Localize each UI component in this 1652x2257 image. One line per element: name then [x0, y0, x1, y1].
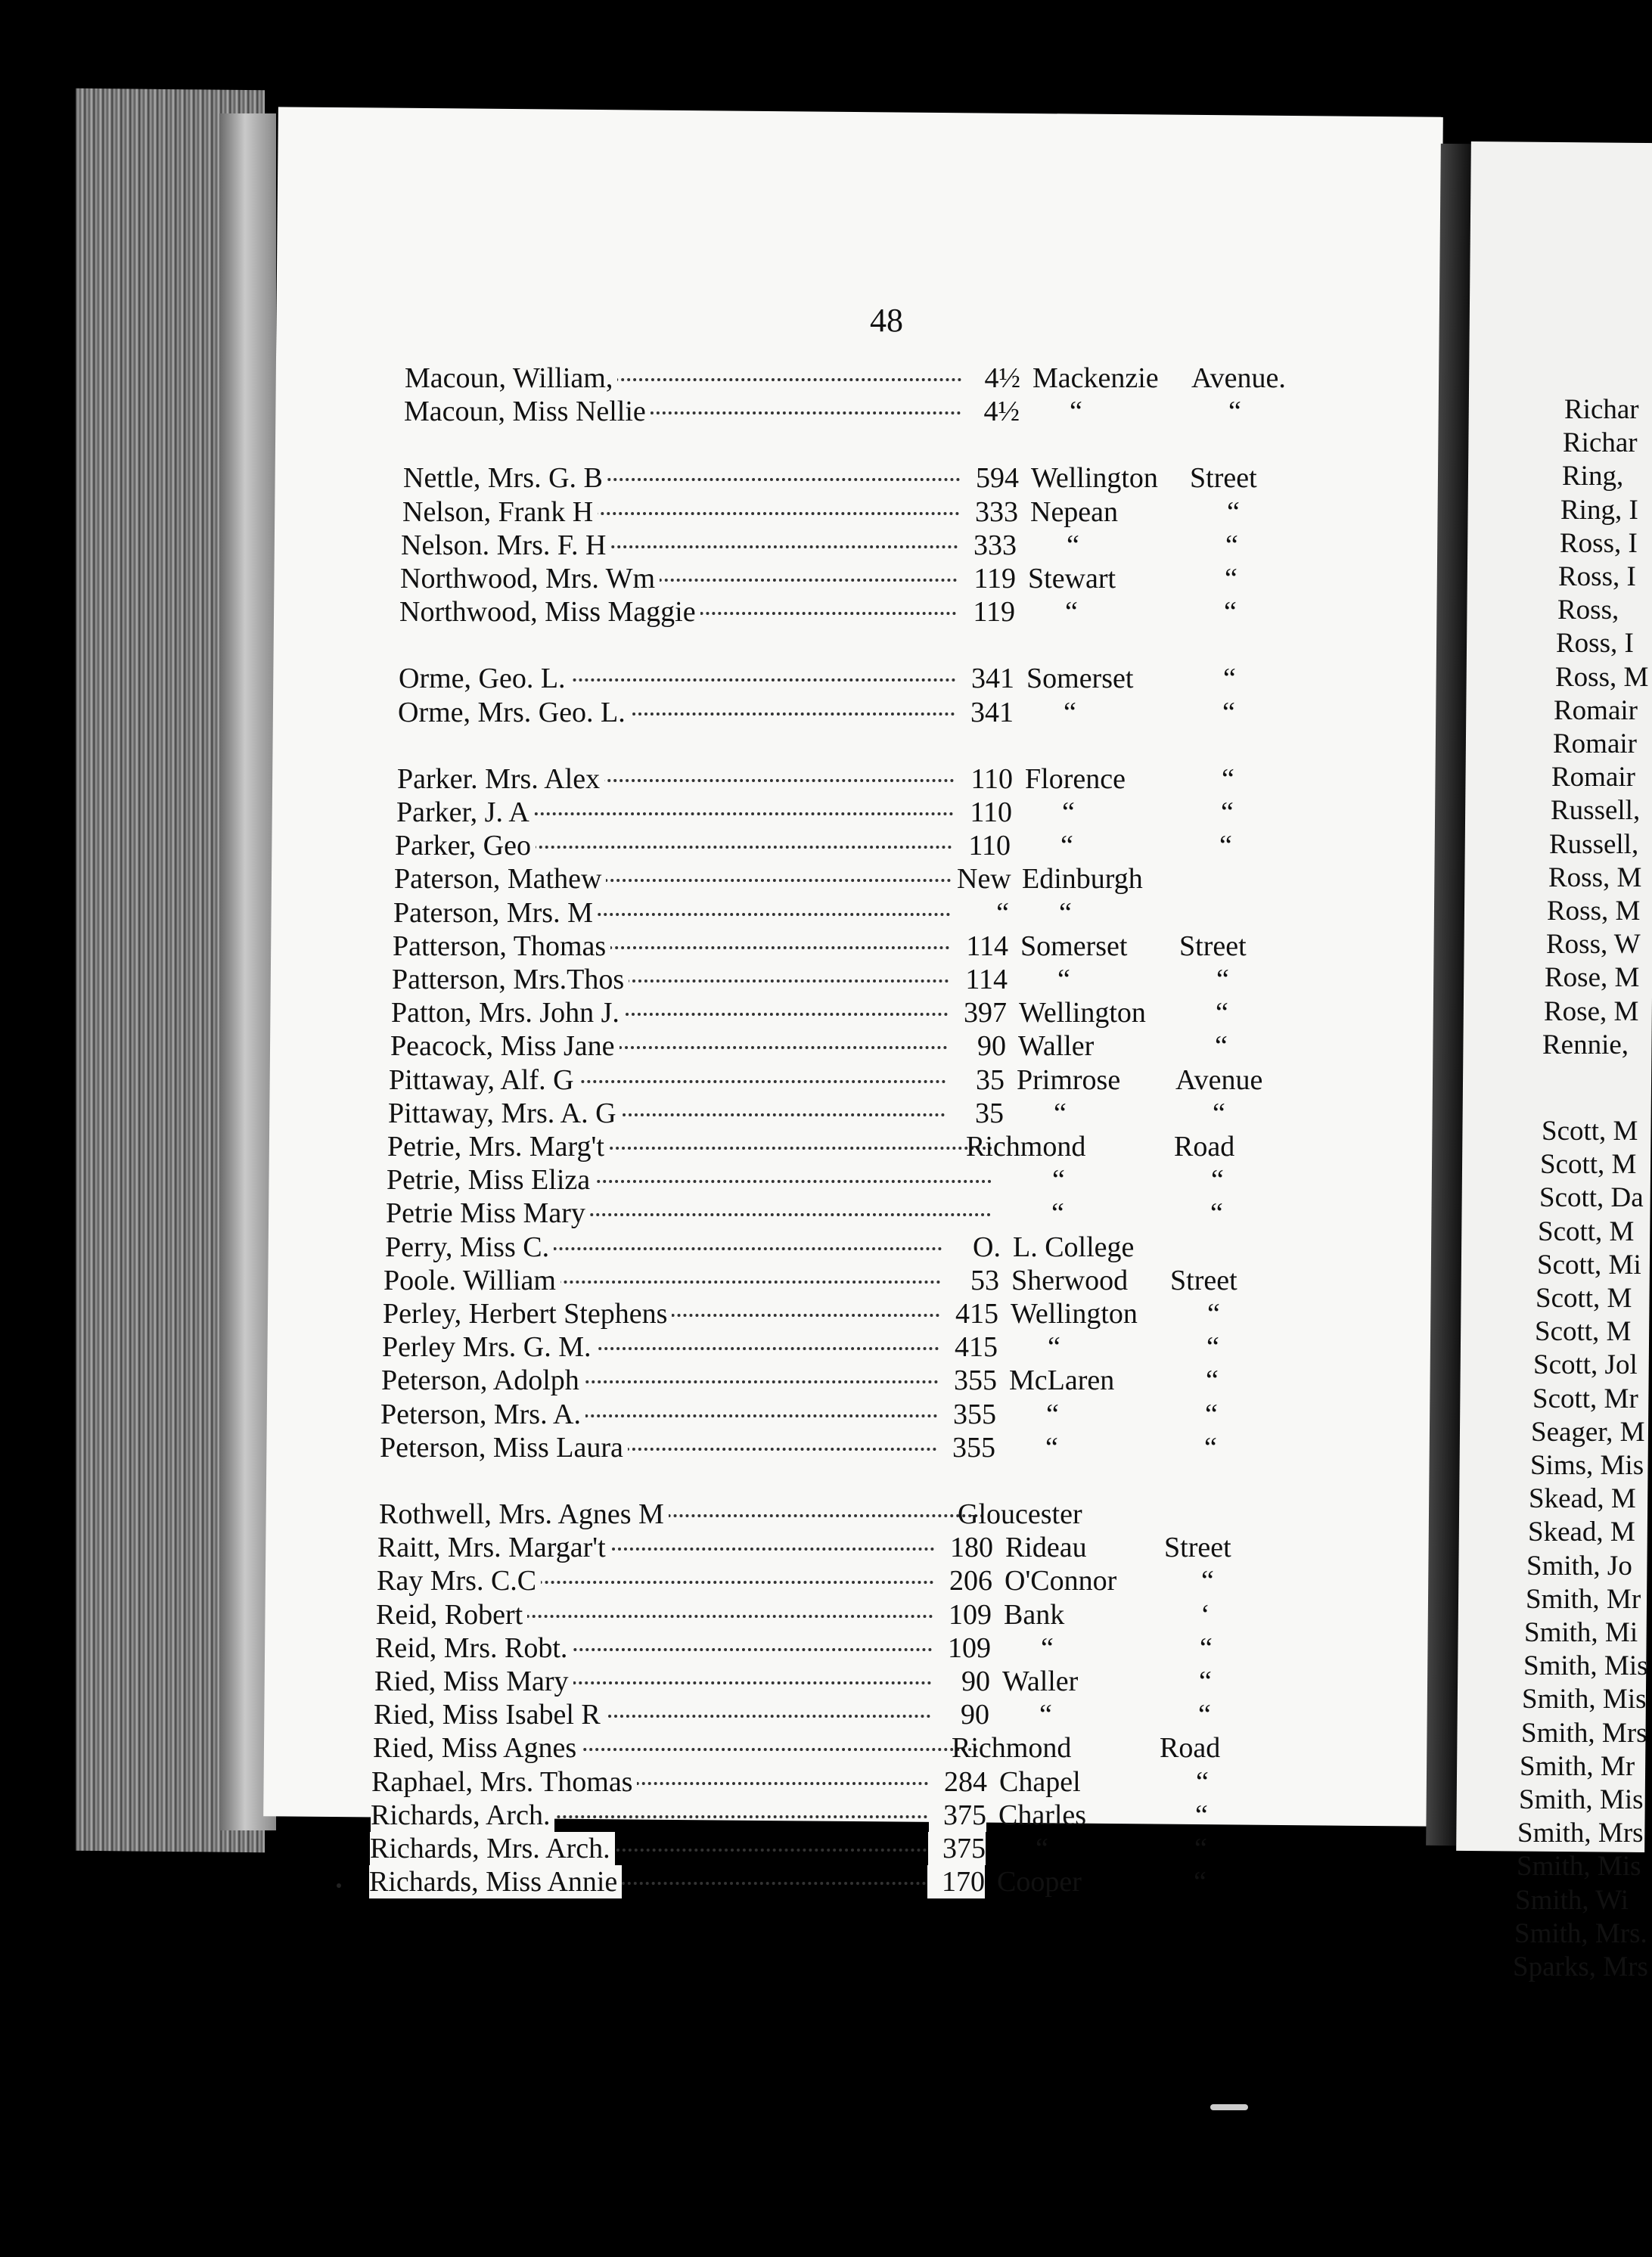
- right-page-entry: Skead, M: [1528, 1517, 1635, 1548]
- entry-name: Macoun, Miss Nellie: [404, 395, 651, 428]
- entry-name: Raitt, Mrs. Margar't: [377, 1531, 610, 1564]
- right-page-entry: Smith, Mrs.: [1514, 1917, 1647, 1949]
- street-suffix: “: [1222, 762, 1234, 795]
- house-number: 110: [955, 796, 1012, 829]
- directory-entry: [376, 1598, 1268, 1633]
- street-suffix: “: [1204, 1431, 1217, 1464]
- street-name: “: [1048, 1331, 1060, 1364]
- street-name: “: [1062, 796, 1075, 828]
- right-page-entry: Ross, I: [1560, 527, 1638, 559]
- directory-entry: [400, 562, 1293, 597]
- directory-entry: [388, 1097, 1281, 1132]
- directory-entry: [382, 1330, 1275, 1365]
- right-page-entry: Scott, M: [1542, 1116, 1638, 1147]
- right-page-entry: Sparks, Mrs: [1513, 1951, 1648, 1982]
- street-name: Nepean: [1030, 495, 1119, 528]
- right-page-entry: Smith, Mis: [1523, 1650, 1648, 1682]
- house-number: 180: [936, 1531, 993, 1564]
- street-suffix: “: [1225, 529, 1238, 561]
- street-name: Waller: [1018, 1030, 1095, 1063]
- directory-entry: [399, 662, 1291, 697]
- street-name: Rideau: [1005, 1532, 1087, 1564]
- entry-name: Orme, Mrs. Geo. L.: [398, 696, 630, 729]
- directory-entry: [404, 395, 1296, 430]
- house-number: 206: [935, 1564, 992, 1597]
- directory-entry: [387, 1163, 1279, 1198]
- house-number: 119: [958, 595, 1015, 629]
- entry-name: Petrie, Mrs. Marg't: [387, 1130, 609, 1163]
- right-page-entry: Scott, Da: [1539, 1182, 1644, 1214]
- entry-name: Perry, Miss C.: [385, 1231, 554, 1264]
- right-page-entry: Scott, Jol: [1533, 1349, 1638, 1381]
- directory-entry: [374, 1665, 1267, 1700]
- right-page-entry: Smith, Mrs: [1521, 1717, 1647, 1749]
- directory-entry: [371, 1765, 1264, 1800]
- street-name: Edinburgh: [1022, 863, 1143, 896]
- directory-entry: [374, 1698, 1266, 1733]
- entry-name: Reid, Mrs. Robt.: [375, 1631, 572, 1665]
- right-page-entry: Sims, Mis: [1530, 1450, 1644, 1481]
- street-name: Mackenzie: [1032, 362, 1159, 394]
- street-name: “: [1045, 1431, 1058, 1464]
- street-name: “: [1039, 1699, 1052, 1731]
- house-number: 35: [946, 1097, 1004, 1130]
- right-page-entry: Ring,: [1562, 461, 1624, 492]
- street-name: “: [1065, 596, 1078, 629]
- street-name: Wellington: [1031, 462, 1158, 495]
- directory-entry: [380, 1431, 1272, 1466]
- entry-name: Richards, Arch.: [371, 1799, 554, 1832]
- right-page-entry: Smith, Wi: [1515, 1884, 1629, 1916]
- entry-name: Poole. William: [384, 1264, 560, 1297]
- street-name: “: [1052, 1164, 1065, 1197]
- entry-name: Ried, Miss Isabel R: [374, 1698, 605, 1731]
- entry-name: Patterson, Thomas: [393, 930, 610, 963]
- house-number: 333: [959, 529, 1017, 562]
- street-name: Waller: [1002, 1666, 1079, 1697]
- entry-name: Pittaway, Alf. G: [389, 1063, 579, 1097]
- right-page-entry: Smith, Mis: [1522, 1684, 1647, 1715]
- entry-name: Ray Mrs. C.C: [377, 1564, 541, 1597]
- street-name: Wellington: [1019, 997, 1146, 1029]
- street-suffix: Avenue: [1175, 1063, 1263, 1096]
- house-number: 333: [961, 495, 1018, 529]
- right-page-entry: Smith, Mi: [1524, 1617, 1638, 1648]
- right-page-entry: Ring, I: [1560, 494, 1638, 526]
- directory-entry: [392, 963, 1284, 998]
- entry-name: Nelson. Mrs. F. H: [401, 529, 610, 562]
- entry-name: Peacock, Miss Jane: [390, 1029, 620, 1063]
- street-suffix: “: [1201, 1565, 1214, 1597]
- entry-name: Peterson, Mrs. A.: [380, 1398, 585, 1431]
- street-suffix: Street: [1190, 462, 1257, 495]
- scan-speck: [1210, 2104, 1248, 2110]
- street-name: “: [1059, 896, 1072, 929]
- directory-entry: [373, 1731, 1265, 1766]
- right-page-entry: Russell,: [1549, 828, 1639, 860]
- street-suffix: “: [1221, 796, 1234, 828]
- directory-entry: [394, 862, 1287, 897]
- right-page-entry: Russell,: [1551, 795, 1641, 827]
- right-page-entry: Rose, M: [1545, 962, 1640, 994]
- right-page-entry: Ross, I: [1556, 628, 1634, 660]
- directory-entry: [369, 1865, 1262, 1900]
- right-page-entry: Rose, M: [1544, 995, 1639, 1027]
- street-suffix: “: [1215, 1030, 1228, 1063]
- directory-entry: [389, 1063, 1281, 1098]
- house-number: 114: [951, 930, 1008, 963]
- directory-entry: [377, 1564, 1269, 1599]
- house-number: 110: [955, 762, 1013, 796]
- street-name: Chapel: [999, 1765, 1081, 1798]
- directory-entry: [377, 1531, 1270, 1566]
- house-number: 110: [953, 829, 1011, 862]
- directory-entry: [402, 495, 1295, 530]
- entry-name: Perley, Herbert Stephens: [383, 1297, 672, 1330]
- directory-entry: [403, 461, 1296, 496]
- street-suffix: “: [1213, 1097, 1225, 1129]
- right-page-entry: Ross,: [1557, 595, 1619, 626]
- street-name: Somerset: [1026, 663, 1134, 695]
- house-number: 397: [949, 996, 1007, 1029]
- entry-name: Patton, Mrs. John J.: [391, 996, 624, 1029]
- street-name: Florence: [1025, 762, 1126, 795]
- house-number: New: [952, 862, 1010, 896]
- right-page-entry: Smith, Mr: [1526, 1583, 1641, 1615]
- directory-entry: [385, 1231, 1278, 1265]
- street-suffix: Street: [1170, 1264, 1237, 1296]
- house-number: 415: [941, 1297, 998, 1330]
- page-number: 48: [870, 302, 903, 339]
- right-page-entry: Scott, M: [1538, 1215, 1635, 1247]
- entry-name: Parker, Geo: [395, 829, 536, 862]
- street-name: Richmond: [966, 1131, 1086, 1163]
- street-name: “: [1060, 830, 1073, 862]
- street-name: Wellington: [1011, 1298, 1138, 1330]
- street-suffix: Street: [1164, 1532, 1231, 1564]
- right-page-entry: Romair: [1553, 728, 1637, 759]
- entry-name: Ried, Miss Mary: [374, 1665, 573, 1698]
- directory-entry: [401, 529, 1293, 563]
- entry-name: Nelson, Frank H: [402, 495, 598, 529]
- house-number: 109: [933, 1631, 991, 1665]
- right-page-entry: Smith, Mis: [1519, 1784, 1644, 1815]
- street-suffix: Road: [1174, 1131, 1235, 1163]
- right-page-entry: Romair: [1554, 694, 1638, 726]
- house-number: O.: [943, 1231, 1001, 1264]
- entry-name: Rothwell, Mrs. Agnes M: [379, 1498, 669, 1531]
- street-suffix: Avenue.: [1191, 362, 1286, 394]
- directory-entry: [397, 762, 1290, 797]
- street-suffix: “: [1194, 1866, 1206, 1898]
- street-suffix: “: [1225, 563, 1237, 595]
- street-name: Gloucester: [958, 1498, 1082, 1530]
- street-name: “: [1064, 696, 1076, 728]
- right-page-entry: Smith, Jo: [1526, 1550, 1632, 1582]
- house-number: 415: [940, 1330, 998, 1364]
- entry-name: Peterson, Miss Laura: [380, 1431, 628, 1464]
- directory-entry: [393, 930, 1285, 964]
- directory-entry: [370, 1832, 1262, 1867]
- directory-entry: [383, 1297, 1275, 1332]
- right-page-entry: Richar: [1563, 427, 1638, 459]
- house-number: 375: [928, 1832, 986, 1865]
- directory-entry: [387, 1130, 1280, 1165]
- street-name: Bank: [1004, 1598, 1065, 1631]
- street-suffix: “: [1219, 830, 1232, 862]
- house-number: 90: [933, 1665, 990, 1698]
- street-suffix: “: [1224, 596, 1237, 629]
- right-page-entry: Scott, M: [1535, 1316, 1632, 1348]
- entry-name: Macoun, William,: [405, 362, 617, 395]
- directory-entry: [396, 796, 1289, 830]
- right-page-entry: Scott, M: [1536, 1283, 1632, 1314]
- right-page-entry: Scott, M: [1540, 1149, 1637, 1181]
- street-suffix: “: [1216, 997, 1228, 1029]
- directory-entry: [380, 1398, 1273, 1433]
- street-name: “: [1070, 396, 1082, 428]
- street-suffix: “: [1198, 1699, 1211, 1731]
- right-page-entry: Smith, Mrs: [1517, 1818, 1644, 1849]
- street-name: Charles: [998, 1799, 1087, 1831]
- house-number: 341: [956, 696, 1014, 729]
- entry-name: Pittaway, Mrs. A. G: [388, 1097, 621, 1130]
- right-page-entry: Seager, M: [1531, 1416, 1645, 1448]
- house-number: 594: [961, 461, 1019, 495]
- street-suffix: “: [1227, 495, 1240, 528]
- right-page-entry: Rennie,: [1542, 1029, 1629, 1060]
- right-page-entry: Smith, Mis: [1517, 1851, 1641, 1883]
- directory-entry: [405, 362, 1297, 396]
- house-number: 341: [957, 662, 1014, 695]
- house-number: 35: [947, 1063, 1005, 1097]
- entry-name: Northwood, Mrs. Wm: [400, 562, 660, 595]
- street-name: Sherwood: [1011, 1264, 1129, 1296]
- street-name: “: [1054, 1097, 1067, 1129]
- entry-name: Ried, Miss Agnes: [373, 1731, 581, 1765]
- entry-name: Richards, Miss Annie: [369, 1865, 622, 1898]
- right-page-entry: Smith, Mr: [1520, 1750, 1635, 1782]
- directory-entry: [379, 1498, 1272, 1532]
- street-suffix: ‘: [1200, 1598, 1210, 1631]
- house-number: 355: [938, 1431, 995, 1464]
- street-name: “: [1036, 1833, 1048, 1864]
- entry-name: Peterson, Adolph: [381, 1364, 584, 1397]
- house-number: 284: [930, 1765, 987, 1799]
- street-suffix: “: [1196, 1765, 1209, 1798]
- house-number: 90: [932, 1698, 989, 1731]
- directory-entry: [371, 1799, 1263, 1833]
- house-number: 109: [934, 1598, 992, 1631]
- entry-name: Orme, Geo. L.: [399, 662, 570, 695]
- street-suffix: Street: [1179, 930, 1247, 962]
- street-suffix: “: [1199, 1666, 1212, 1697]
- street-name: Stewart: [1028, 563, 1116, 595]
- street-suffix: Road: [1160, 1732, 1221, 1765]
- entry-name: Petrie Miss Mary: [386, 1197, 590, 1230]
- right-page-entry: Skead, M: [1529, 1483, 1636, 1515]
- street-name: Primrose: [1017, 1063, 1121, 1096]
- street-suffix: “: [1207, 1298, 1220, 1330]
- right-page-entry: Ross, M: [1555, 661, 1649, 693]
- directory-entry: [384, 1264, 1276, 1299]
- street-suffix: “: [1211, 1164, 1224, 1197]
- right-page-entry: Ross, W: [1546, 929, 1641, 961]
- street-suffix: “: [1223, 663, 1236, 695]
- directory-entry: [375, 1631, 1268, 1666]
- directory-entry: [398, 696, 1290, 731]
- street-name: “: [1041, 1631, 1054, 1664]
- street-name: Somerset: [1020, 930, 1128, 962]
- street-name: “: [1057, 964, 1070, 995]
- directory-entry: [399, 595, 1292, 630]
- directory-entry: [395, 829, 1287, 864]
- street-name: “: [1051, 1197, 1064, 1230]
- right-page-entry: Scott, Mr: [1532, 1383, 1638, 1414]
- street-name: L. College: [1013, 1231, 1135, 1263]
- right-page-entry: Scott, Mi: [1537, 1249, 1641, 1281]
- scan-speck: [337, 1883, 341, 1888]
- house-number: 4½: [962, 395, 1020, 428]
- directory-entry: [386, 1197, 1278, 1231]
- directory-entry: [381, 1364, 1274, 1399]
- entry-name: Petrie, Miss Eliza: [387, 1163, 595, 1197]
- house-number: 355: [939, 1398, 996, 1431]
- street-suffix: “: [1206, 1364, 1219, 1397]
- house-number: 170: [927, 1865, 985, 1898]
- street-suffix: “: [1216, 964, 1229, 995]
- house-number: 114: [950, 963, 1008, 996]
- right-page-entry: Ross, M: [1548, 862, 1642, 893]
- entry-name: Perley Mrs. G. M.: [382, 1330, 596, 1364]
- house-number: “: [952, 896, 1009, 930]
- street-name: Cooper: [997, 1866, 1082, 1898]
- street-suffix: “: [1206, 1331, 1219, 1364]
- entry-name: Paterson, Mathew: [394, 862, 606, 896]
- right-page-entry: Richar: [1564, 394, 1639, 425]
- house-number: 53: [942, 1264, 999, 1297]
- directory-entry: [390, 1029, 1283, 1064]
- street-name: McLaren: [1009, 1364, 1115, 1397]
- right-page-entry: Romair: [1551, 762, 1635, 793]
- street-name: “: [1046, 1398, 1059, 1430]
- house-number: 355: [939, 1364, 997, 1397]
- street-suffix: “: [1228, 396, 1241, 428]
- entry-name: Richards, Mrs. Arch.: [370, 1832, 615, 1865]
- entry-name: Parker. Mrs. Alex: [397, 762, 604, 796]
- entry-name: Patterson, Mrs.Thos: [392, 963, 629, 996]
- right-page-entry: Ross, M: [1547, 896, 1641, 927]
- entry-name: Raphael, Mrs. Thomas: [371, 1765, 637, 1799]
- entry-name: Nettle, Mrs. G. B: [403, 461, 607, 495]
- street-suffix: “: [1205, 1398, 1218, 1430]
- street-suffix: “: [1200, 1631, 1213, 1664]
- right-page-entry: Ross, I: [1558, 561, 1636, 592]
- street-suffix: “: [1222, 696, 1235, 728]
- entry-name: Reid, Robert: [376, 1598, 527, 1631]
- directory-entry: [393, 896, 1286, 931]
- house-number: 375: [929, 1799, 986, 1832]
- house-number: 90: [949, 1029, 1006, 1063]
- street-suffix: “: [1210, 1197, 1223, 1230]
- entry-name: Northwood, Miss Maggie: [399, 595, 700, 629]
- street-name: Richmond: [952, 1732, 1072, 1765]
- street-name: “: [1067, 529, 1079, 561]
- house-number: 4½: [963, 362, 1020, 395]
- street-suffix: “: [1195, 1799, 1208, 1831]
- entry-name: Parker, J. A: [396, 796, 534, 829]
- street-name: O'Connor: [1005, 1565, 1117, 1597]
- entry-name: Paterson, Mrs. M: [393, 896, 598, 930]
- directory-entry: [391, 996, 1284, 1031]
- street-suffix: “: [1194, 1833, 1207, 1864]
- house-number: 119: [958, 562, 1016, 595]
